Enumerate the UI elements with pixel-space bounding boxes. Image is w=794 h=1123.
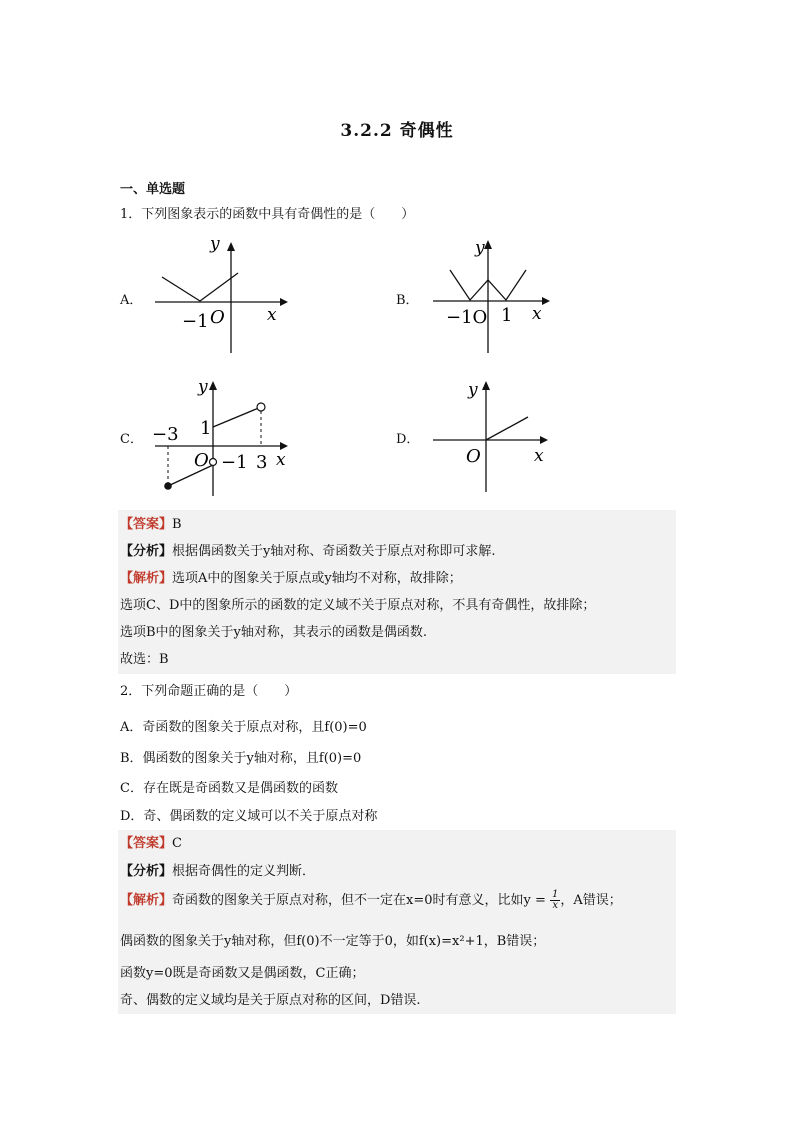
q2-analysis-tag: 【分析】 <box>120 864 173 879</box>
graph-c-tick-m1: −1 <box>221 452 248 473</box>
q1-answer-row <box>120 513 182 532</box>
q2-answer-tag: 【答案】 <box>120 836 173 851</box>
graph-d <box>430 375 555 497</box>
q2-fraction-num: 1 <box>552 889 559 900</box>
q1-analysis-tag: 【分析】 <box>120 544 173 559</box>
graph-d-origin: O <box>466 446 481 467</box>
section-heading: 一、单选题 <box>120 182 186 197</box>
q2-solution-row-1 <box>120 889 622 911</box>
graph-c-y-label: y <box>198 377 208 397</box>
q2-solution-line-3: 函数y=0既是奇函数又是偶函数，C正确； <box>120 966 365 981</box>
graph-c-origin: O <box>194 450 209 471</box>
q1-answer: B <box>172 517 182 532</box>
graph-a-y-label: y <box>210 235 220 254</box>
graph-c-tick-m3: −3 <box>152 424 179 445</box>
q1-option-b-label: B． <box>396 293 419 308</box>
q2-answer: C <box>172 836 182 851</box>
graph-a-x-label: x <box>267 305 277 325</box>
q2-solution-line-2: 偶函数的图象关于y轴对称，但f(0)不一定等于0，如f(x)=x²+1，B错误； <box>120 934 546 949</box>
graph-b-tick-m1o: −1O <box>446 307 488 328</box>
q1-option-a-label: A． <box>120 293 143 308</box>
graph-b <box>430 235 555 355</box>
q1-answer-tag: 【答案】 <box>120 517 173 532</box>
q1-solution-line-2: 选项C、D中的图象所示的函数的定义域不关于原点对称，不具有奇偶性，故排除； <box>120 598 596 613</box>
q1-option-c-label: C． <box>120 432 143 447</box>
q2-option-d: D．奇、偶函数的定义域可以不关于原点对称 <box>120 809 378 824</box>
graph-c-tick-p1: 1 <box>200 418 212 439</box>
graph-d-y-label: y <box>468 380 478 400</box>
graph-a <box>150 235 290 355</box>
graph-c-x-label: x <box>276 450 286 470</box>
q2-option-a: A．奇函数的图象关于原点对称，且f(0)=0 <box>120 720 367 735</box>
q1-conclusion: 故选：B <box>120 652 169 667</box>
question-1-stem: 1．下列图象表示的函数中具有奇偶性的是（ ） <box>120 207 415 222</box>
graph-b-tick-p1: 1 <box>501 305 513 326</box>
page-title: 3.2.2 奇偶性 <box>340 121 454 141</box>
q2-fraction-den: x <box>552 900 559 911</box>
q2-solution-block <box>118 830 676 1014</box>
q1-solution-line-1: 选项A中的图象关于原点或y轴均不对称，故排除； <box>172 571 462 586</box>
q1-option-d-label: D． <box>396 432 420 447</box>
q2-solution-line-1a: 奇函数的图象关于原点对称，但不一定在x=0时有意义，比如y = <box>172 893 551 908</box>
graph-d-x-label: x <box>534 446 544 466</box>
q1-solution-tag: 【解析】 <box>120 571 173 586</box>
q2-analysis-row <box>120 860 315 879</box>
q1-solution-row-1 <box>120 567 462 586</box>
question-2-stem: 2．下列命题正确的是（ ） <box>120 684 298 699</box>
graph-c <box>150 375 295 497</box>
graph-c-tick-p3: 3 <box>256 452 268 473</box>
q2-answer-row <box>120 832 182 851</box>
q1-analysis: 根据偶函数关于y轴对称、奇函数关于原点对称即可求解. <box>172 544 496 559</box>
q2-option-b: B．偶函数的图象关于y轴对称，且f(0)=0 <box>120 751 362 766</box>
graph-a-tick-m1: −1 <box>182 311 209 332</box>
graph-a-origin: O <box>210 307 225 328</box>
q2-option-c: C．存在既是奇函数又是偶函数的函数 <box>120 781 338 796</box>
q1-solution-line-3: 选项B中的图象关于y轴对称，其表示的函数是偶函数. <box>120 625 428 640</box>
q2-analysis: 根据奇偶性的定义判断． <box>172 864 316 879</box>
q1-solution-block <box>118 510 676 674</box>
graph-b-x-label: x <box>532 304 542 324</box>
q1-analysis-row <box>120 540 496 559</box>
q2-solution-line-1b: ，A错误； <box>560 893 622 908</box>
graph-b-y-label: y <box>475 238 485 258</box>
q2-fraction <box>550 890 560 911</box>
q2-solution-tag: 【解析】 <box>120 893 173 908</box>
q2-solution-line-4: 奇、偶数的定义域均是关于原点对称的区间，D错误. <box>120 993 421 1008</box>
